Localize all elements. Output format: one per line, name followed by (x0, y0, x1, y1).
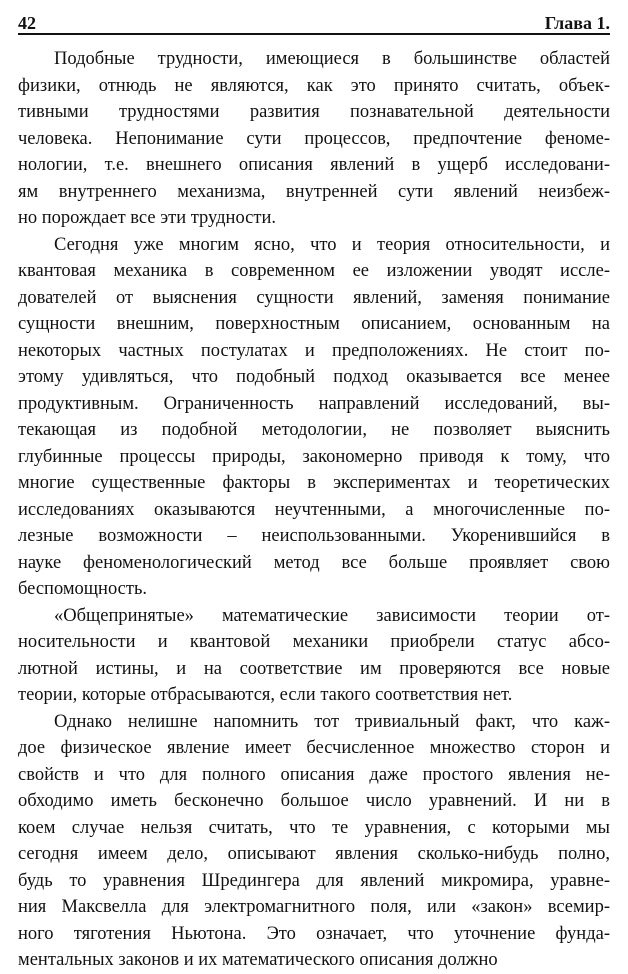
text-line: носительности и квантовой механики приобрели статус абсо- (18, 632, 610, 652)
text-line: лезные возможности – неиспользованными. Укоренившийся в (18, 526, 610, 546)
text-line: текающая из подобной методологии, не позволяет выяснить (18, 420, 610, 440)
body-text (18, 46, 610, 974)
text-line: квантовая механика в современном ее изложении уводят иссле- (18, 261, 610, 281)
text-line: многие существенные факторы в экспериментах и теоретических (18, 473, 610, 493)
text-line: беспомощность. (18, 579, 148, 599)
text-line: этому удивляться, что подобный подход оказывается все менее (18, 367, 610, 387)
text-line: некоторых частных постулатах и предположениях. Не стоит по- (18, 340, 610, 361)
text-line: «Общепринятые» математические зависимости теории от- (54, 605, 610, 626)
paragraph (18, 709, 610, 974)
text-line: будь то уравнения Шредингера для явлений микромира, уравне- (18, 870, 610, 891)
paragraph (18, 603, 610, 709)
text-line: ментальных законов и их математического описания должно (18, 950, 498, 970)
text-line: обходимо иметь бесконечно большое число уравнений. И ни в (18, 791, 610, 811)
text-line: продуктивным. Ограниченность направлений исследований, вы- (18, 393, 610, 414)
text-line: глубинные процессы природы, закономерно приводя к тому, что (18, 446, 610, 467)
text-line: исследованиях оказываются неучтенными, а многочисленные по- (18, 499, 610, 520)
text-line: лютной истины, и на соответствие им проверяются все новые (18, 658, 610, 679)
text-line: Однако нелишне напомнить тот тривиальный факт, что каж- (54, 711, 610, 732)
book-page (18, 0, 610, 970)
text-line: ния Максвелла для электромагнитного поля, или «закон» всемир- (18, 897, 610, 917)
text-line: тивными трудностями развития познавательной деятельности (18, 102, 610, 122)
text-line: дователей от выяснения сущности явлений, заменяя понимание (18, 287, 610, 308)
text-line: но порождает все эти трудности. (18, 208, 276, 228)
text-line: ного тяготения Ньютона. Это означает, что уточнение фунда- (18, 923, 610, 944)
text-line: коем случае нельзя считать, что те уравнения, с которыми мы (18, 817, 610, 838)
text-line: теории, которые отбрасываются, если такого соответствия нет. (18, 685, 513, 705)
text-line: дое физическое явление имеет бесчисленное множество сторон и (18, 738, 610, 758)
text-line: человека. Непонимание сути процессов, предпочтение феноме- (18, 128, 610, 149)
text-line: свойств и что для полного описания даже простого явления не- (18, 764, 610, 785)
text-line: сущности внешним, поверхностным описанием, основанным на (18, 314, 610, 334)
text-line: ям внутреннего механизма, внутренней сути явлений неизбеж- (18, 181, 610, 202)
text-line: физики, отнюдь не являются, как это принято считать, объек- (18, 75, 610, 96)
text-line: сегодня имеем дело, описывают явления сколько-нибудь полно, (18, 844, 610, 864)
paragraph (18, 46, 610, 232)
page-number: 42 (18, 13, 36, 33)
text-line: нологии, т.е. внешнего описания явлений в ущерб исследовани- (18, 155, 610, 175)
text-line: Подобные трудности, имеющиеся в большинстве областей (54, 49, 610, 69)
text-line: Сегодня уже многим ясно, что и теория относительности, и (54, 234, 610, 255)
paragraph (18, 232, 610, 603)
text-line: науке феноменологический метод все больше проявляет свою (18, 552, 610, 573)
chapter-title: Глава 1. (544, 13, 610, 33)
header-divider (18, 33, 610, 35)
